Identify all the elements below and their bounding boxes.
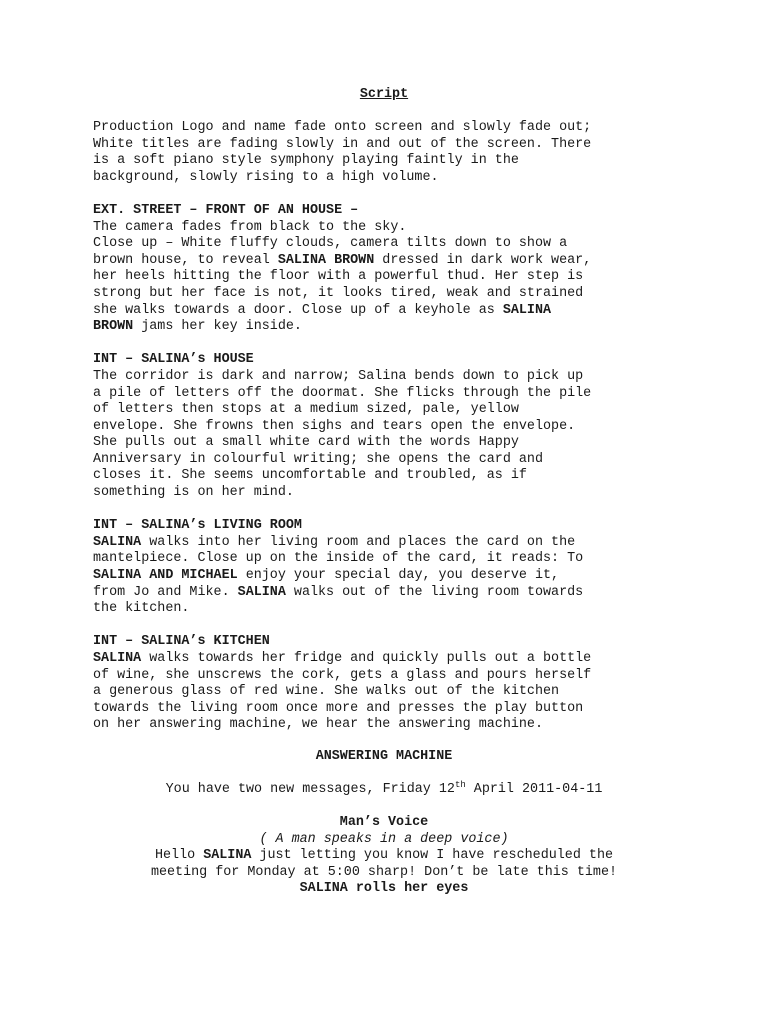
text-run: walks into her living room and places the card on the: [141, 534, 576, 550]
page-title: Script: [359, 87, 409, 102]
text-run: she walks towards a door. Close up of a keyhole as: [93, 302, 503, 318]
scene-heading: INT – SALINA’s HOUSE: [93, 352, 254, 368]
script-body: [93, 120, 683, 751]
scene-street: [93, 203, 683, 336]
scene-line: her heels hitting the floor with a powerful thud. Her step is: [93, 269, 584, 285]
character-name: SALINA BROWN: [277, 252, 375, 268]
scene-line: closes it. She seems uncomfortable and troubled, as if: [93, 468, 527, 484]
character-name: SALINA: [93, 534, 142, 550]
scene-line: on her answering machine, we hear the answering machine.: [93, 717, 543, 733]
scene-line: [93, 651, 683, 668]
ordinal-suffix: th: [454, 780, 466, 790]
dialogue-line: [70, 848, 698, 865]
intro-paragraph: [93, 120, 683, 186]
text-run: brown house, to reveal: [93, 252, 278, 268]
action-line: SALINA rolls her eyes: [299, 881, 469, 897]
answering-machine-message: [70, 782, 698, 799]
text-run: Hello: [154, 848, 204, 864]
scene-line: She pulls out a small white card with the words Happy: [93, 435, 519, 451]
answering-machine-heading: ANSWERING MACHINE: [315, 749, 453, 764]
scene-line: [93, 585, 683, 602]
message-text: You have two new messages, Friday 12: [165, 782, 455, 797]
scene-line: envelope. She frowns then sighs and tears open the envelope.: [93, 418, 576, 434]
scene-line: [93, 568, 683, 585]
scene-heading: EXT. STREET – FRONT OF AN HOUSE –: [93, 202, 359, 218]
text-run: jams her key inside.: [133, 319, 302, 335]
scene-house: [93, 352, 683, 501]
intro-line: is a soft piano style symphony playing faintly in the: [93, 153, 519, 169]
text-run: just letting you know I have rescheduled the: [251, 848, 614, 864]
character-name: SALINA: [93, 651, 142, 666]
text-run: walks towards her fridge and quickly pulls out a bottle: [141, 651, 592, 666]
scene-line: [93, 319, 683, 336]
scene-heading: INT – SALINA’s KITCHEN: [93, 634, 270, 650]
scene-living-room: [93, 518, 683, 618]
scene-line: Close up – White fluffy clouds, camera tilts down to show a: [93, 236, 568, 252]
scene-line: Anniversary in colourful writing; she opens the card and: [93, 451, 543, 467]
scene-line: a generous glass of red wine. She walks out of the kitchen: [93, 684, 560, 700]
scene-line: towards the living room once more and presses the play button: [93, 700, 584, 716]
scene-line: The corridor is dark and narrow; Salina bends down to pick up: [93, 368, 584, 384]
scene-line: of letters then stops at a medium sized, pale, yellow: [93, 402, 519, 418]
scene-line: of wine, she unscrews the cork, gets a glass and pours herself: [93, 667, 592, 683]
scene-line: strong but her face is not, it looks tired, weak and strained: [93, 285, 584, 301]
character-name: SALINA AND MICHAEL: [93, 568, 238, 584]
text-run: from Jo and Mike.: [93, 584, 238, 600]
scene-kitchen: [93, 634, 683, 734]
scene-line: the kitchen.: [93, 601, 190, 617]
scene-line: mantelpiece. Close up on the inside of the card, it reads: To: [93, 551, 584, 567]
text-run: enjoy your special day, you deserve it,: [237, 568, 560, 584]
intro-line: Production Logo and name fade onto screen and slowly fade out;: [93, 120, 592, 135]
scene-line: a pile of letters off the doormat. She flicks through the pile: [93, 385, 592, 401]
stage-direction: ( A man speaks in a deep voice): [259, 831, 509, 847]
scene-line: The camera fades from black to the sky.: [93, 219, 407, 235]
character-name: SALINA: [203, 848, 252, 864]
message-text: April 2011-04-11: [465, 782, 603, 797]
scene-line: something is on her mind.: [93, 485, 294, 501]
scene-line: [93, 535, 683, 552]
character-name: BROWN: [93, 319, 134, 335]
character-name: SALINA: [237, 584, 286, 600]
scene-line: [93, 253, 683, 270]
text-run: dressed in dark work wear,: [374, 252, 592, 268]
scene-line: [93, 303, 683, 320]
dialogue-line: meeting for Monday at 5:00 sharp! Don’t be late this time!: [150, 864, 618, 880]
intro-line: White titles are fading slowly in and out of the screen. There: [93, 136, 592, 152]
character-name: SALINA: [502, 302, 552, 318]
intro-line: background, slowly rising to a high volume.: [93, 169, 439, 185]
text-run: walks out of the living room towards: [285, 584, 584, 600]
character-heading: Man’s Voice: [339, 815, 429, 830]
scene-heading: INT – SALINA’s LIVING ROOM: [93, 518, 302, 534]
